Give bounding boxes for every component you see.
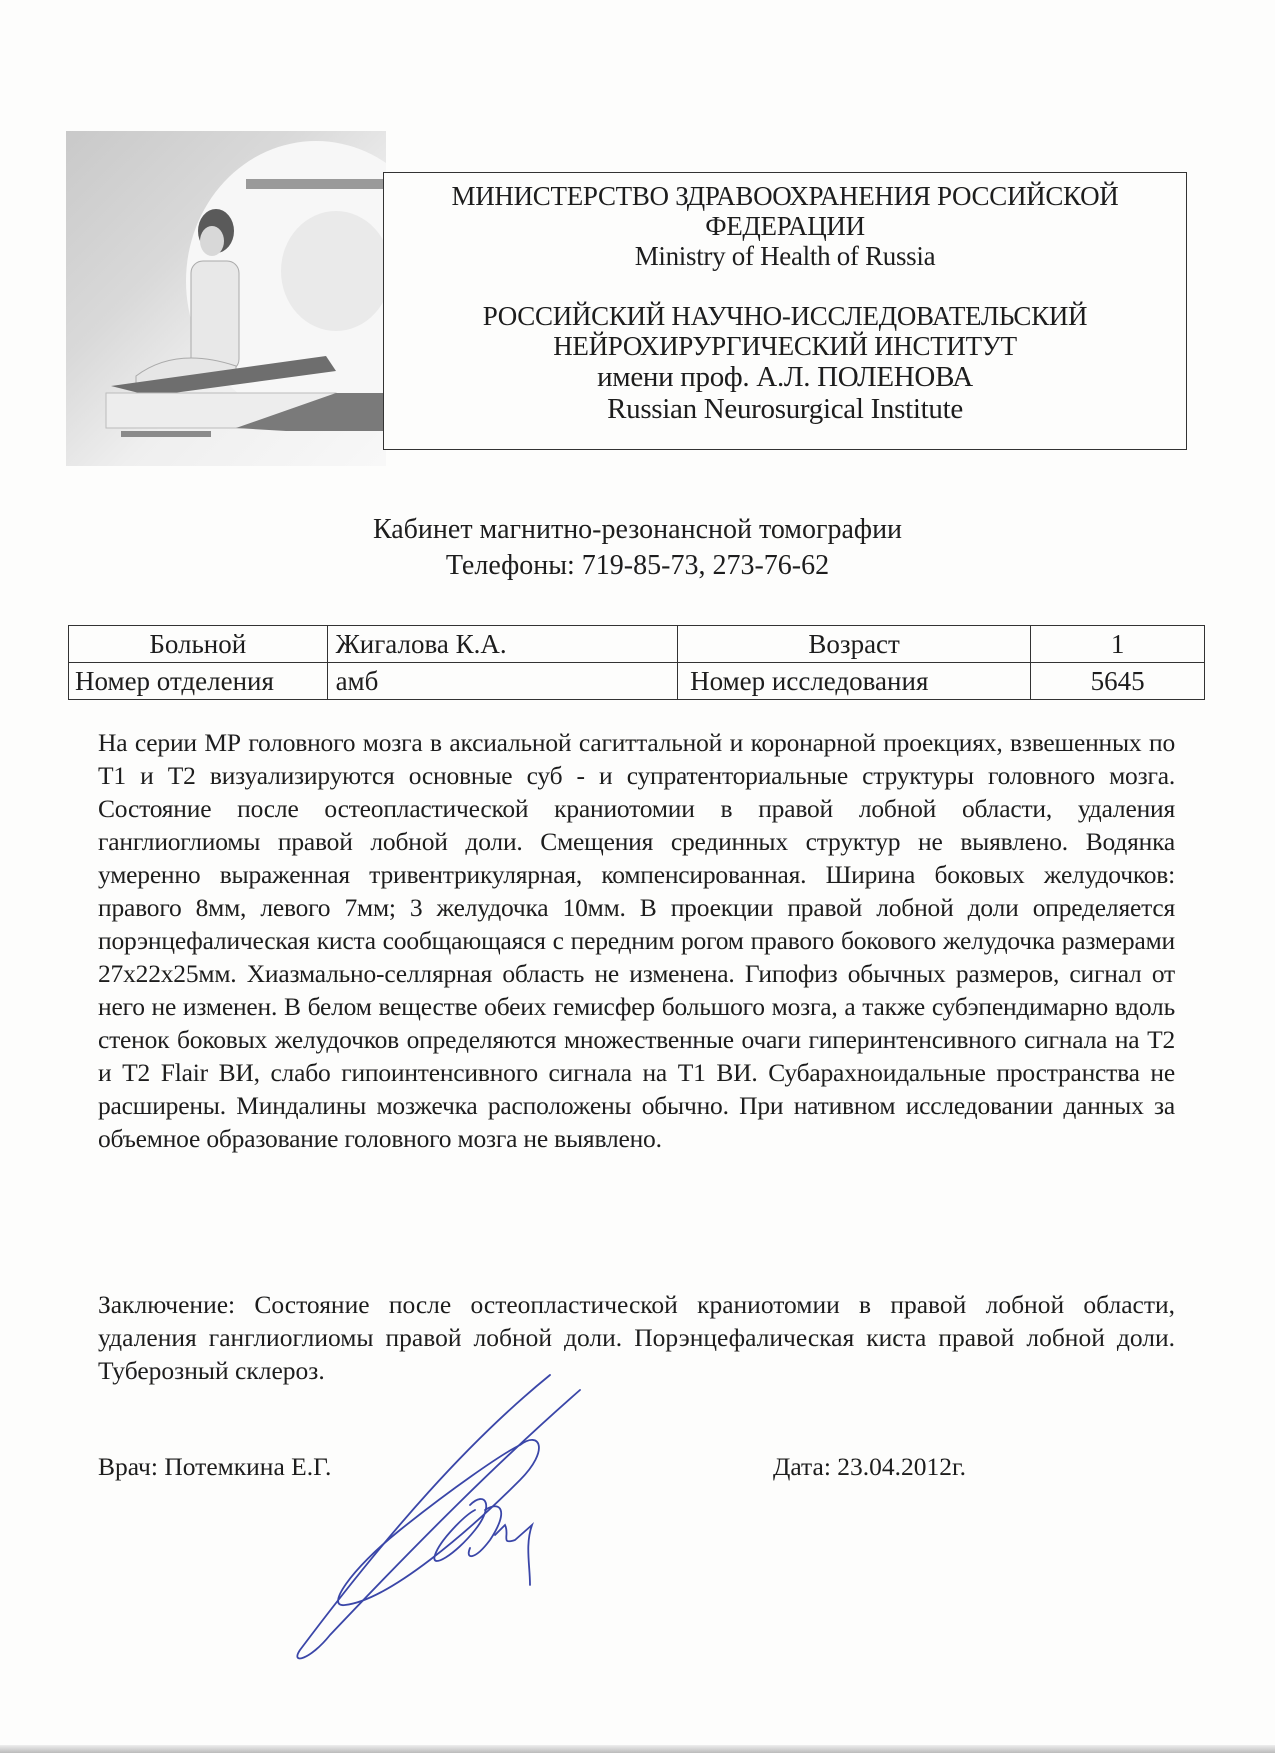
- institute-ru-line3: имени проф. А.Л. ПОЛЕНОВА: [597, 361, 973, 393]
- study-number-value: 5645: [1031, 663, 1205, 700]
- department-number-value: амб: [327, 663, 678, 700]
- report-date: Дата: 23.04.2012г.: [773, 1452, 966, 1481]
- department-title: Кабинет магнитно-резонансной томографии: [372, 514, 903, 545]
- institute-ru-line2: НЕЙРОХИРУРГИЧЕСКИЙ ИНСТИТУТ: [553, 331, 1017, 361]
- institution-header-box: [383, 172, 1187, 450]
- department-phones: Телефоны: 719-85-73, 273-76-62: [445, 550, 830, 581]
- ministry-en: Ministry of Health of Russia: [634, 241, 936, 271]
- institute-ru-line1: РОССИЙСКИЙ НАУЧНО-ИССЛЕДОВАТЕЛЬСКИЙ: [482, 301, 1088, 331]
- report-conclusion: Заключение: Состояние после остеопластической краниотомии в правой лобной области, удаления ганглиоглиомы правой лобной доли. Порэнцефалическая киста правой лобной доли. Туберозный склероз.: [98, 1290, 1175, 1385]
- ministry-ru-line1: МИНИСТЕРСТВО ЗДРАВООХРАНЕНИЯ РОССИЙСКОЙ: [451, 181, 1119, 211]
- mri-scanner-photo: [66, 131, 386, 466]
- institute-en: Russian Neurosurgical Institute: [607, 393, 963, 425]
- table-row: [69, 663, 1205, 700]
- patient-info-table: [68, 625, 1205, 700]
- age-value: 1: [1031, 626, 1205, 663]
- study-number-label: Номер исследования: [678, 663, 1031, 700]
- doctor-name: Врач: Потемкина Е.Г.: [98, 1452, 332, 1481]
- department-heading: [0, 512, 1275, 584]
- table-row: [69, 626, 1205, 663]
- doctor-signature: [270, 1370, 600, 1670]
- ministry-ru-line2: ФЕДЕРАЦИИ: [705, 211, 865, 241]
- patient-name: Жигалова К.А.: [327, 626, 678, 663]
- department-number-label: Номер отделения: [69, 663, 328, 700]
- age-label: Возраст: [678, 626, 1031, 663]
- patient-label: Больной: [69, 626, 328, 663]
- report-findings: На серии МР головного мозга в аксиальной сагиттальной и коронарной проекциях, взвешенных по Т1 и Т2 визуализируются основные суб - и супратенториальные структуры головного мозга. Состояние после остеопластической краниотомии в правой лобной области, удаления ганглиоглиомы правой лобной доли. Смещения срединных структур не выявлено. Водянка умеренно выраженная тривентрикулярная, компенсированная. Ширина боковых желудочков: правого 8мм, левого 7мм; 3 желудочка 10мм. В проекции правой лобной доли определяется порэнцефалическая киста сообщающаяся с передним рогом правого бокового желудочка размерами 27х22х25мм. Хиазмально-селлярная область не изменена. Гипофиз обычных размеров, сигнал от него не изменен. В белом веществе обеих гемисфер большого мозга, а также субэпендимарно вдоль стенок боковых желудочков определяются множественные очаги гиперинтенсивного сигнала на Т2 и Т2 Flair ВИ, слабо гипоинтенсивного сигнала на Т1 ВИ. Субарахноидальные пространства не расширены. Миндалины мозжечка расположены обычно. При нативном исследовании данных за объемное образование головного мозга не выявлено.: [98, 728, 1175, 1153]
- scan-edge: [0, 1745, 1275, 1753]
- mri-photo-illustration: [66, 131, 386, 466]
